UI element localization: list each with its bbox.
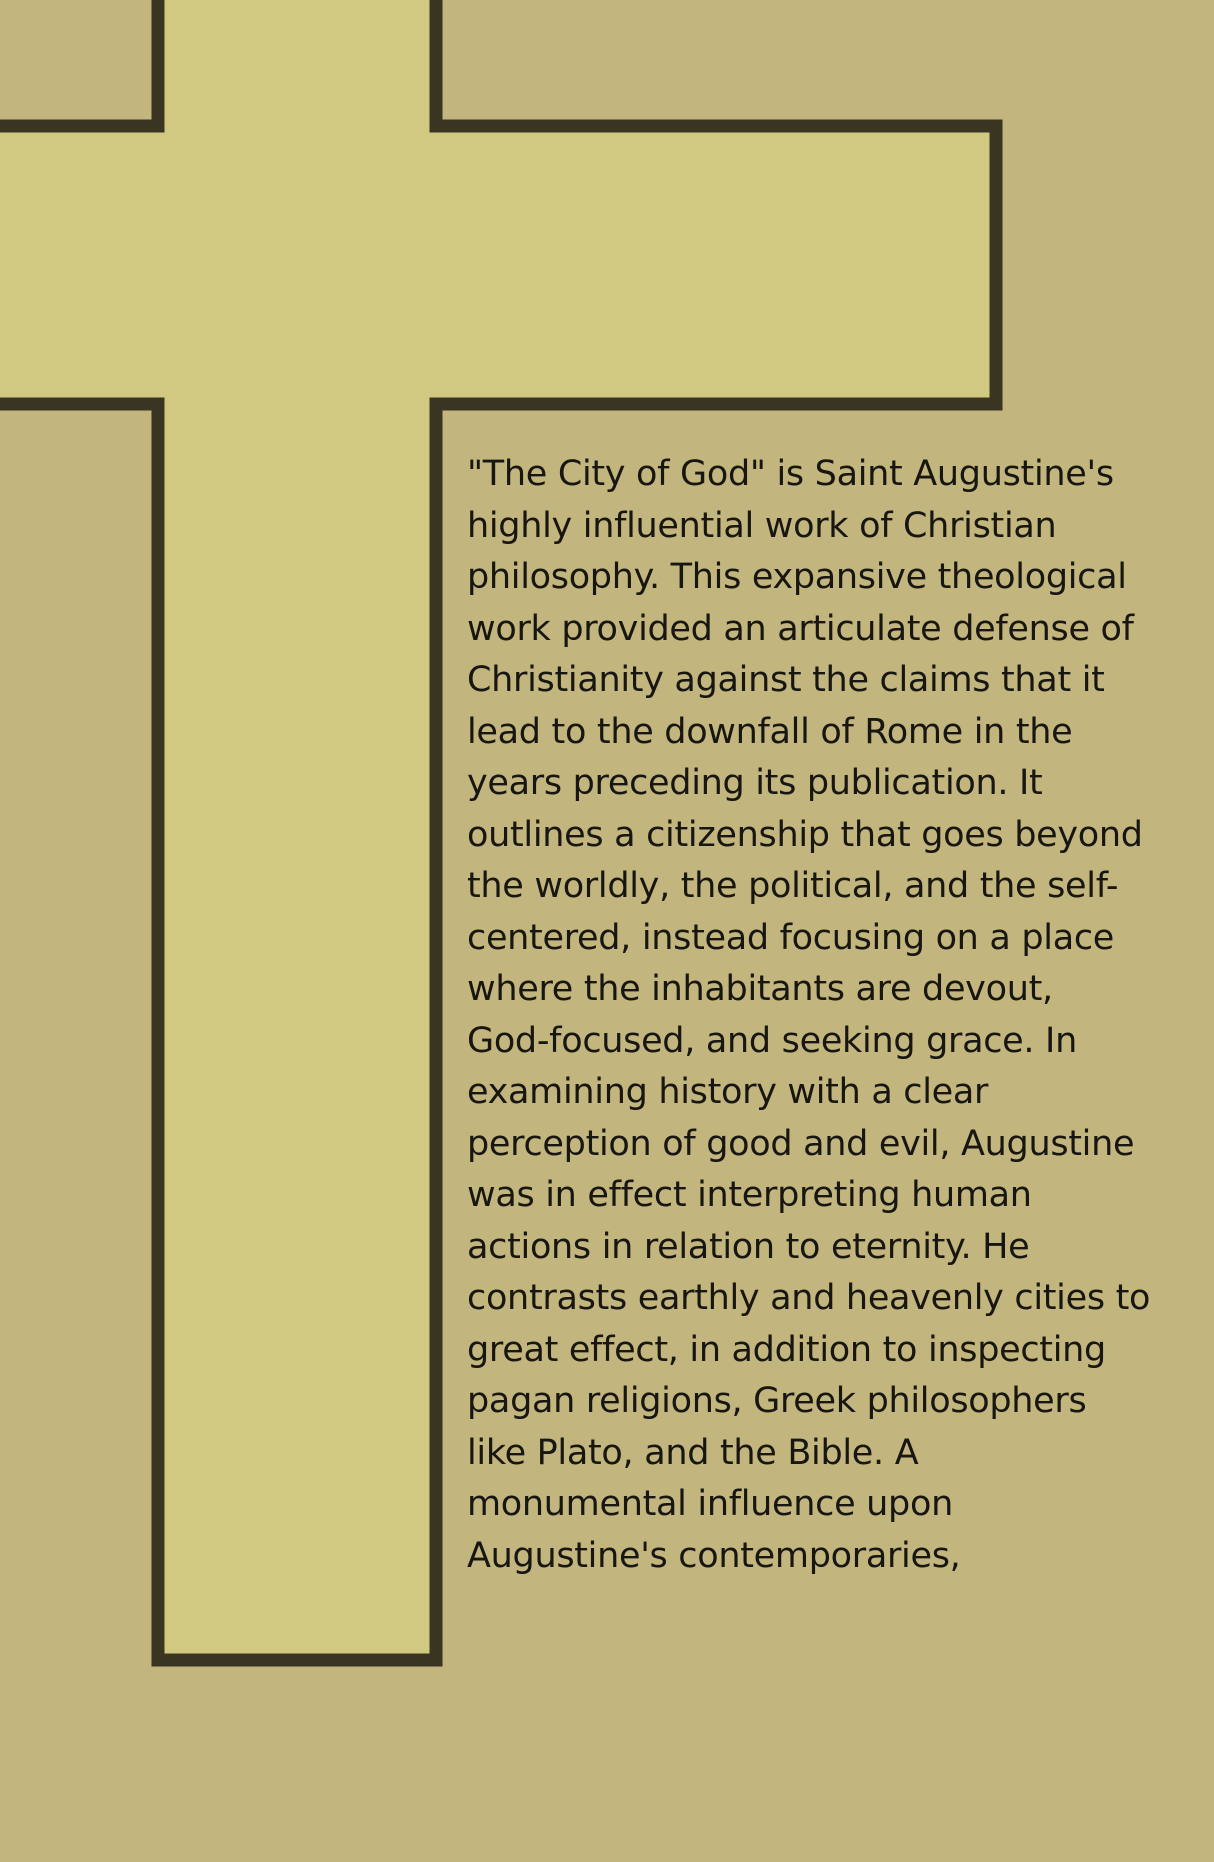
- description-line: like Plato, and the Bible. A: [467, 1432, 919, 1473]
- description-line: was in effect interpreting human: [467, 1175, 1032, 1215]
- description-line: monumental influence upon: [467, 1484, 953, 1524]
- description-line: philosophy. This expansive theological: [467, 557, 1127, 597]
- description-line: lead to the downfall of Rome in the: [467, 711, 1073, 752]
- description-line: actions in relation to eternity. He: [467, 1226, 1030, 1267]
- description-line: God-focused, and seeking grace. In: [467, 1020, 1077, 1061]
- description-line: "The City of God" is Saint Augustine's: [467, 454, 1114, 494]
- description-line: perception of good and evil, Augustine: [467, 1123, 1135, 1164]
- description-line: Augustine's contemporaries,: [467, 1535, 961, 1576]
- book-description: [467, 449, 1167, 1582]
- description-line: great effect, in addition to inspecting: [467, 1329, 1106, 1370]
- description-line: the worldly, the political, and the self-: [467, 866, 1119, 906]
- description-line: Christianity against the claims that it: [467, 660, 1105, 700]
- description-line: examining history with a clear: [467, 1072, 989, 1112]
- description-line: outlines a citizenship that goes beyond: [467, 814, 1143, 855]
- description-line: years preceding its publication. It: [467, 763, 1043, 803]
- description-line: centered, instead focusing on a place: [467, 917, 1115, 958]
- description-line: highly influential work of Christian: [467, 505, 1057, 546]
- description-line: contrasts earthly and heavenly cities to: [467, 1278, 1151, 1318]
- description-line: where the inhabitants are devout,: [467, 969, 1053, 1009]
- description-line: work provided an articulate defense of: [467, 608, 1134, 649]
- description-line: pagan religions, Greek philosophers: [467, 1381, 1087, 1421]
